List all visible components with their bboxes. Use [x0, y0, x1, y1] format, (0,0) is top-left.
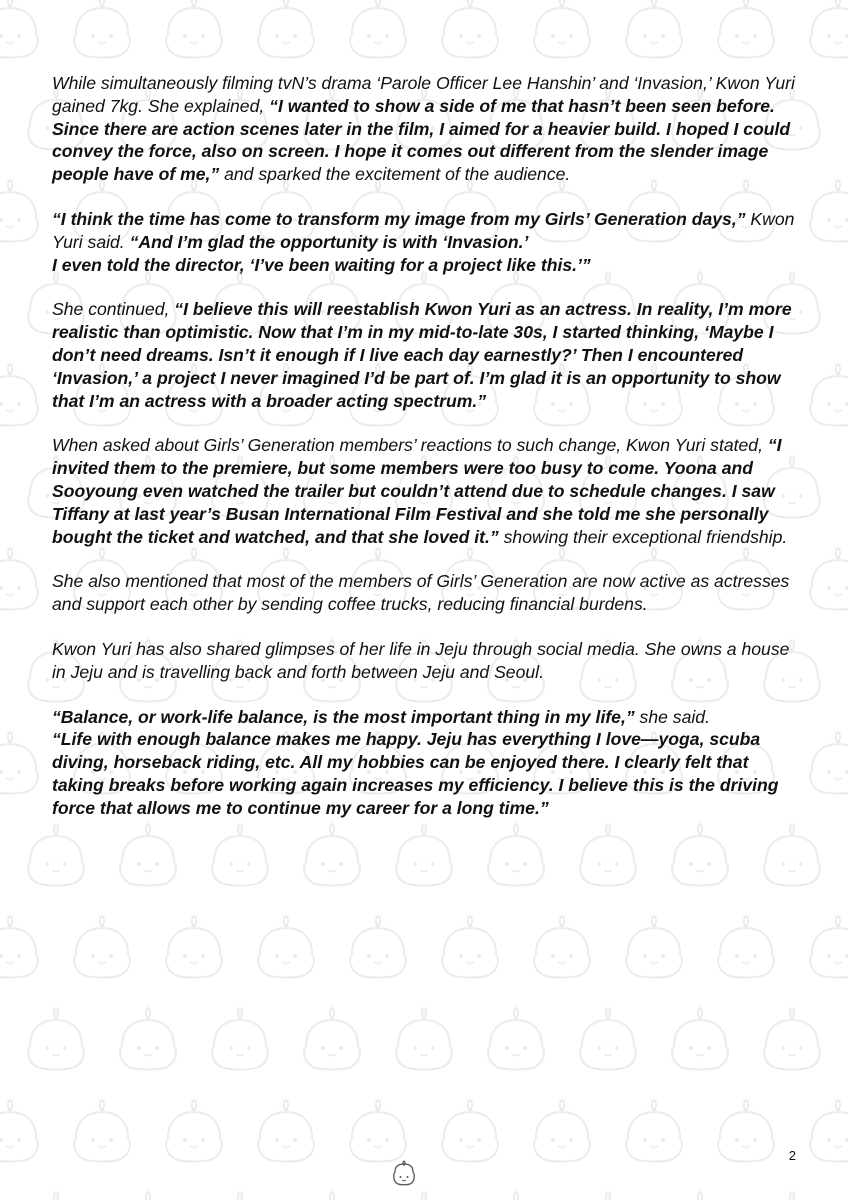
bun-face-icon	[166, 0, 222, 58]
bun-face-icon	[258, 0, 314, 58]
bun-face-icon	[396, 1008, 452, 1070]
bun-face-icon	[764, 1008, 820, 1070]
bun-face-icon	[534, 1100, 590, 1162]
bun-face-icon	[212, 1192, 268, 1200]
paragraph-2-text: Kwon Yuri said.	[52, 208, 795, 252]
bun-face-icon	[718, 916, 774, 978]
paragraph-4-quote: “I invited them to the premiere, but some members were too busy to come. Yoona and Sooyoung even watched the trailer but couldn’t attend due to schedule changes. I saw Tiffany at last year’s Busan International Film Festival and she told me she personally bought the ticket and watched, and that she loved it.”	[52, 435, 782, 547]
bun-face-icon	[258, 916, 314, 978]
bun-face-icon	[672, 1008, 728, 1070]
paragraph-1-text: and sparked the excitement of the audience.	[219, 164, 571, 185]
bun-face-icon	[0, 180, 38, 242]
paragraph-2-quote: I even told the director, ‘I’ve been waiting for a project like this.’”	[52, 254, 591, 275]
bun-face-icon	[488, 1008, 544, 1070]
bun-face-icon	[120, 1008, 176, 1070]
paragraph-5-text: She also mentioned that most of the members of Girls’ Generation are now active as actresses and support each other by sending coffee trucks, reducing financial burdens.	[52, 571, 790, 615]
bun-face-icon	[626, 1100, 682, 1162]
paragraph-5	[52, 570, 802, 616]
bun-face-icon	[810, 548, 848, 610]
bun-face-icon	[534, 0, 590, 58]
paragraph-2	[52, 208, 802, 276]
bun-face-icon	[304, 1008, 360, 1070]
bun-face-icon	[718, 1100, 774, 1162]
bun-face-icon	[0, 1100, 38, 1162]
paragraph-2-quote: “And I’m glad the opportunity is with ‘Invasion.’	[129, 231, 529, 252]
bun-face-icon	[0, 548, 38, 610]
bun-face-icon	[258, 1100, 314, 1162]
bun-face-icon	[764, 1192, 820, 1200]
bun-face-icon	[580, 1192, 636, 1200]
bun-face-icon	[672, 1192, 728, 1200]
paragraph-1-text: While simultaneously filming tvN’s drama ‘Parole Officer Lee Hanshin’ and ‘Invasion,’ Kwon Yuri gained 7kg. She explained,	[52, 73, 795, 116]
bun-face-icon	[166, 916, 222, 978]
bun-face-icon	[626, 916, 682, 978]
bun-face-icon	[166, 1100, 222, 1162]
bun-face-icon	[350, 916, 406, 978]
paragraph-2-quote: “I think the time has come to transform my image from my Girls’ Generation days,”	[52, 208, 746, 229]
article-body	[52, 72, 802, 842]
bun-face-icon	[534, 916, 590, 978]
bun-face-icon	[810, 1100, 848, 1162]
bun-face-icon	[396, 1192, 452, 1200]
bun-face-icon	[0, 732, 38, 794]
paragraph-3-quote: “I believe this will reestablish Kwon Yuri as an actress. In reality, I’m more realistic than optimistic. Now that I’m in my mid-to-late 30s, I started thinking, ‘Maybe I don’t need dreams. Isn’t it enough if I live each day earnestly?’ Then I encountered ‘Invasion,’ a project I never imagined I’d be part of. I’m glad it is an opportunity to show that I’m an actress with a broader acting spectrum.”	[52, 299, 792, 411]
bun-face-icon	[0, 364, 38, 426]
bun-face-icon	[28, 1008, 84, 1070]
bun-face-icon	[580, 1008, 636, 1070]
paragraph-4-text: showing their exceptional friendship.	[498, 526, 788, 547]
bun-face-icon	[74, 916, 130, 978]
bun-face-icon	[810, 0, 848, 58]
bun-face-icon	[442, 916, 498, 978]
paragraph-6-text: Kwon Yuri has also shared glimpses of her life in Jeju through social media. She owns a house in Jeju and is travelling back and forth between Jeju and Seoul.	[52, 638, 790, 682]
bun-face-icon	[350, 0, 406, 58]
paragraph-7-text: she said.	[634, 706, 710, 727]
bun-face-icon	[488, 1192, 544, 1200]
paragraph-1	[52, 72, 802, 186]
paragraph-7-quote: “Life with enough balance makes me happy. Jeju has everything I love—yoga, scuba diving, horseback riding, etc. All my hobbies can be enjoyed there. I clearly felt that taking breaks before working again increases my efficiency. I believe this is the driving force that allows me to continue my career for a long time.”	[52, 729, 779, 818]
bun-face-icon	[626, 0, 682, 58]
bun-face-icon	[0, 916, 38, 978]
bun-face-icon	[810, 180, 848, 242]
paragraph-1-quote: “I wanted to show a side of me that hasn’t been seen before. Since there are action scenes later in the film, I aimed for a heavier build. I hoped I could convey the force, also on screen. I hope it comes out different from the slender image people have of me,”	[52, 95, 791, 185]
bun-face-icon	[304, 1192, 360, 1200]
bun-logo-icon	[390, 1158, 418, 1188]
paragraph-3	[52, 298, 802, 412]
bun-face-icon	[810, 732, 848, 794]
paragraph-6	[52, 638, 802, 684]
bun-face-icon	[442, 1100, 498, 1162]
paragraph-4	[52, 434, 802, 548]
paragraph-3-text: She continued,	[52, 299, 175, 320]
bun-face-icon	[74, 0, 130, 58]
bun-face-icon	[442, 0, 498, 58]
bun-face-icon	[718, 0, 774, 58]
page-number: 2	[788, 1148, 796, 1163]
bun-face-icon	[0, 0, 38, 58]
paragraph-7-quote: “Balance, or work-life balance, is the most important thing in my life,”	[52, 706, 635, 727]
bun-face-icon	[810, 364, 848, 426]
bun-face-icon	[810, 916, 848, 978]
bun-face-icon	[120, 1192, 176, 1200]
bun-face-icon	[74, 1100, 130, 1162]
paragraph-7	[52, 706, 802, 820]
bun-face-icon	[212, 1008, 268, 1070]
bun-face-icon	[28, 1192, 84, 1200]
bun-face-icon	[350, 1100, 406, 1162]
paragraph-4-text: When asked about Girls’ Generation members’ reactions to such change, Kwon Yuri stated,	[52, 435, 768, 456]
